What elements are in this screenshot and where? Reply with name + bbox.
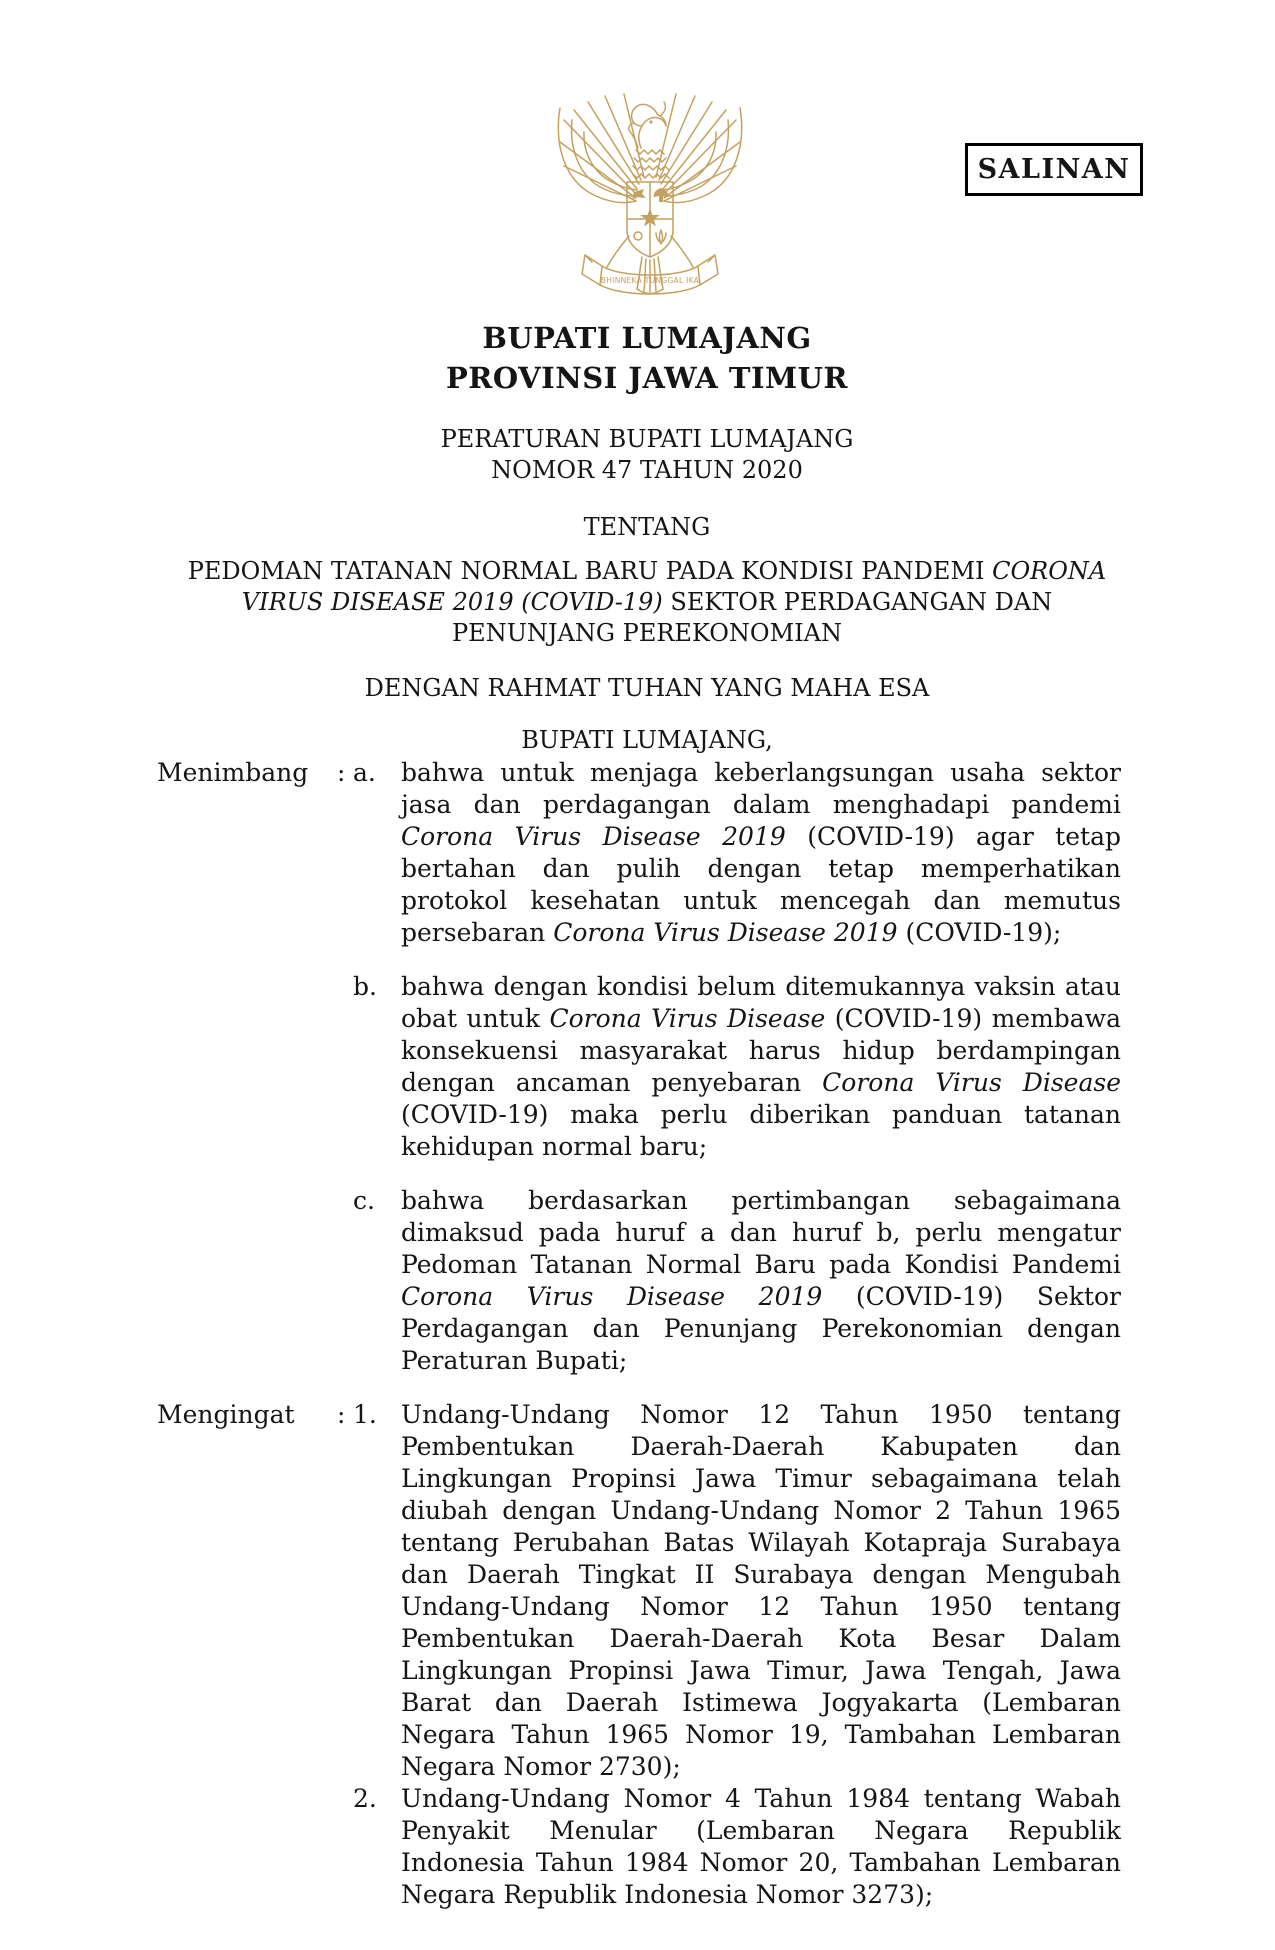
- regulation-name: PERATURAN BUPATI LUMAJANG: [440, 425, 854, 453]
- regulation-number: NOMOR 47 TAHUN 2020: [491, 456, 803, 484]
- item-marker: b.: [353, 972, 377, 1001]
- recalling-item-2: [157, 1783, 1137, 1911]
- issuer-line: BUPATI LUMAJANG,: [521, 726, 773, 754]
- recalling-item-1: [157, 1399, 1137, 1783]
- recalling-label: Mengingat: [157, 1400, 295, 1429]
- letterhead: [157, 318, 1137, 398]
- letterhead-line1: BUPATI LUMAJANG: [482, 321, 812, 355]
- considering-item-c: [157, 1185, 1137, 1377]
- regulation-subject-text: PEDOMAN TATANAN NORMAL BARU PADA KONDISI PANDEMI CORONA VIRUS DISEASE 2019 (COVID-19) SEKTOR PERDAGANGAN DAN PENUNJANG PEREKONOMIAN: [187, 557, 1107, 647]
- item-text: Undang-Undang Nomor 12 Tahun 1950 tentang Pembentukan Daerah-Daerah Kabupaten dan Lingkungan Propinsi Jawa Timur sebagaimana telah diubah dengan Undang-Undang Nomor 2 Tahun 1965 tentang Perubahan Batas Wilayah Kotapraja Surabaya dan Daerah Tingkat II Surabaya dengan Mengubah Undang-Undang Nomor 12 Tahun 1950 tentang Pembentukan Daerah-Daerah Kota Besar Dalam Lingkungan Propinsi Jawa Timur, Jawa Tengah, Jawa Barat dan Daerah Istimewa Jogyakarta (Lembaran Negara Tahun 1965 Nomor 19, Tambahan Lembaran Negara Nomor 2730);: [401, 1400, 1121, 1781]
- item-marker: a.: [353, 758, 376, 787]
- item-text: bahwa berdasarkan pertimbangan sebagaimana dimaksud pada huruf a dan huruf b, perlu mengatur Pedoman Tatanan Normal Baru pada Kondisi Pandemi Corona Virus Disease 2019 (COVID-19) Sektor Perdagangan dan Penunjang Perekonomian dengan Peraturan Bupati;: [401, 1186, 1121, 1375]
- item-text: bahwa dengan kondisi belum ditemukannya vaksin atau obat untuk Corona Virus Disease (COVID-19) membawa konsekuensi masyarakat harus hidup berdampingan dengan ancaman penyebaran Corona Virus Disease (COVID-19) maka perlu diberikan panduan tatanan kehidupan normal baru;: [401, 972, 1121, 1161]
- emblem-motto: BHINNEKA TUNGGAL IKA: [600, 276, 700, 285]
- considering-label: Menimbang: [157, 758, 309, 787]
- salinan-stamp: [965, 143, 1143, 196]
- salinan-stamp-label: SALINAN: [977, 154, 1131, 185]
- item-marker: 2.: [353, 1784, 377, 1813]
- item-marker: c.: [353, 1186, 375, 1215]
- clauses: [157, 757, 1137, 1911]
- about-label: TENTANG: [583, 513, 711, 541]
- item-marker: 1.: [353, 1400, 377, 1429]
- item-text: bahwa untuk menjaga keberlangsungan usaha sektor jasa dan perdagangan dalam menghadapi pandemi Corona Virus Disease 2019 (COVID-19) agar tetap bertahan dan pulih dengan tetap memperhatikan protokol kesehatan untuk mencegah dan memutus persebaran Corona Virus Disease 2019 (COVID-19);: [401, 758, 1121, 947]
- regulation-title: [157, 424, 1137, 486]
- considering-item-b: [157, 971, 1137, 1163]
- colon: :: [337, 1400, 346, 1429]
- item-text: Undang-Undang Nomor 4 Tahun 1984 tentang Wabah Penyakit Menular (Lembaran Negara Republik Indonesia Tahun 1984 Nomor 20, Tambahan Lembaran Negara Republik Indonesia Nomor 3273);: [401, 1784, 1121, 1909]
- regulation-subject: [157, 556, 1137, 649]
- colon: :: [337, 758, 346, 787]
- considering-item-a: [157, 757, 1137, 949]
- garuda-pancasila-emblem-icon: [548, 86, 752, 314]
- letterhead-line2: PROVINSI JAWA TIMUR: [445, 361, 849, 395]
- grace-line: DENGAN RAHMAT TUHAN YANG MAHA ESA: [364, 674, 930, 702]
